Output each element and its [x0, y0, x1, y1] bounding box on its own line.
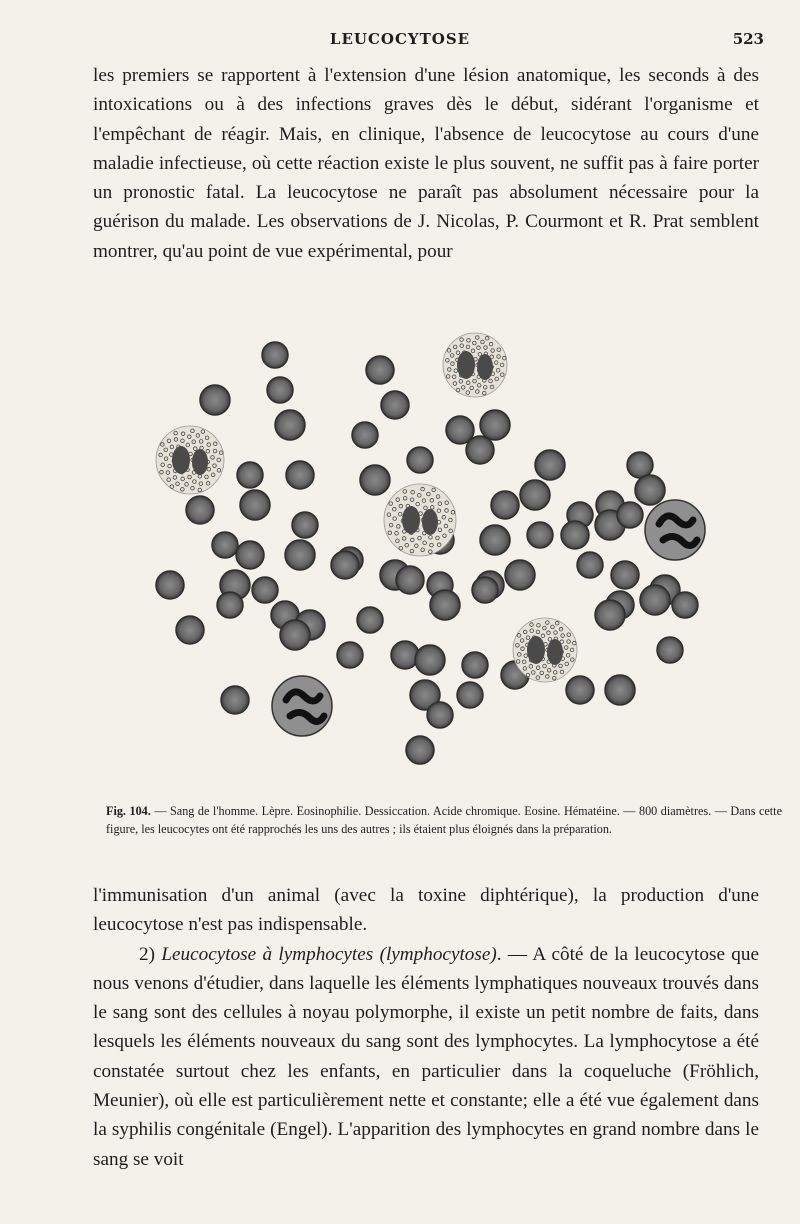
paragraph-section	[93, 940, 759, 1174]
red-blood-cell	[292, 512, 318, 538]
red-blood-cell	[267, 377, 293, 403]
red-blood-cell	[577, 552, 603, 578]
figure-caption	[106, 802, 782, 838]
red-blood-cell	[156, 571, 184, 599]
red-blood-cell	[360, 465, 390, 495]
page-number: 523	[732, 30, 764, 48]
red-blood-cell	[462, 652, 488, 678]
figure-caption-text: — Sang de l'homme. Lèpre. Eosinophilie. Dessiccation. Acide chromique. Eosine. Hématéine. — 800 diamètres. — Dans cette figure, les leucocytes ont été rapprochés les uns des autres ; ils étaient plus éloignés dans la préparation.	[106, 804, 782, 836]
red-blood-cell	[430, 590, 460, 620]
red-blood-cell	[566, 676, 594, 704]
eosinophil-cell	[156, 426, 224, 494]
red-blood-cell	[491, 491, 519, 519]
red-blood-cell	[200, 385, 230, 415]
red-blood-cell	[337, 642, 363, 668]
red-blood-cell	[672, 592, 698, 618]
red-blood-cell	[480, 410, 510, 440]
red-blood-cell	[627, 452, 653, 478]
red-blood-cell	[617, 502, 643, 528]
red-blood-cell	[427, 702, 453, 728]
red-blood-cell	[381, 391, 409, 419]
figure-label: Fig. 104.	[106, 804, 151, 818]
red-blood-cell	[457, 682, 483, 708]
red-blood-cell	[176, 616, 204, 644]
page-header	[0, 28, 800, 52]
red-blood-cell	[396, 566, 424, 594]
running-title: LEUCOCYTOSE	[329, 30, 471, 48]
red-blood-cell	[237, 462, 263, 488]
section-number: 2)	[139, 943, 155, 965]
red-blood-cell	[535, 450, 565, 480]
red-blood-cell	[186, 496, 214, 524]
red-blood-cell	[635, 475, 665, 505]
red-blood-cell	[352, 422, 378, 448]
eosinophil-cell	[384, 484, 456, 556]
eosinophil-cell	[443, 333, 507, 397]
red-blood-cell	[407, 447, 433, 473]
paragraph-top: les premiers se rapportent à l'extension d'une lésion anatomique, les seconds à des intoxications ou à des infections graves dès le début, sidérant l'organisme et l'empêchant de réagir. Mais, en clinique, l'absence de leucocytose au cours d'une maladie infectieuse, où cette réaction existe le plus souvent, ne suffit pas à faire porter un pronostic fatal. La leucocytose ne paraît pas absolument nécessaire pour la guérison du malade. Les observations de J. Nicolas, P. Courmont et R. Prat semblent montrer, qu'au point de vue expérimental, pour	[93, 65, 759, 262]
red-blood-cell	[366, 356, 394, 384]
blood-smear-figure	[140, 330, 740, 790]
red-blood-cell	[236, 541, 264, 569]
neutrophil-cell	[645, 500, 705, 560]
red-blood-cell	[466, 436, 494, 464]
red-blood-cell	[640, 585, 670, 615]
red-blood-cell	[480, 525, 510, 555]
red-blood-cell	[391, 641, 419, 669]
red-blood-cell	[286, 461, 314, 489]
paragraph-bottom	[93, 881, 759, 1174]
section-title: Leucocytose à lymphocytes	[161, 943, 374, 965]
red-blood-cell	[406, 736, 434, 764]
red-blood-cell	[262, 342, 288, 368]
red-blood-cell	[505, 560, 535, 590]
red-blood-cell	[252, 577, 278, 603]
red-blood-cell	[415, 645, 445, 675]
red-blood-cell	[240, 490, 270, 520]
red-blood-cell	[285, 540, 315, 570]
red-blood-cell	[331, 551, 359, 579]
red-blood-cell	[595, 600, 625, 630]
red-blood-cell	[275, 410, 305, 440]
red-blood-cell	[217, 592, 243, 618]
paragraph-continue: l'immunisation d'un animal (avec la toxine diphtérique), la production d'une leucocytose n'est pas indispensable.	[93, 885, 759, 936]
eosinophil-cell	[513, 618, 577, 682]
red-blood-cell	[221, 686, 249, 714]
red-blood-cell	[605, 675, 635, 705]
red-blood-cell	[520, 480, 550, 510]
red-blood-cell	[212, 532, 238, 558]
red-blood-cell	[472, 577, 498, 603]
red-blood-cell	[561, 521, 589, 549]
red-blood-cell	[357, 607, 383, 633]
red-blood-cell	[657, 637, 683, 663]
red-blood-cell	[611, 561, 639, 589]
neutrophil-cell	[272, 676, 332, 736]
blood-cells-illustration	[140, 330, 740, 790]
section-body: . — A côté de la leucocytose que nous venons d'étudier, dans laquelle les éléments lymphatiques nouveaux trouvés dans le sang sont des cellules à noyau polymorphe, il existe un petit nombre de faits, dans lesquels les éléments nouveaux du sang sont des lymphocytes. La lymphocytose a été constatée surtout chez les enfants, en particulier dans la coqueluche (Fröhlich, Meunier), où elle est particulièrement nette et constante; elle a été vue également dans la syphilis congénitale (Engel). L'apparition des lymphocytes en grand nombre dans le sang se voit	[93, 943, 759, 1170]
section-title-paren: (lymphocytose)	[379, 943, 497, 965]
red-blood-cell	[527, 522, 553, 548]
red-blood-cell	[280, 620, 310, 650]
